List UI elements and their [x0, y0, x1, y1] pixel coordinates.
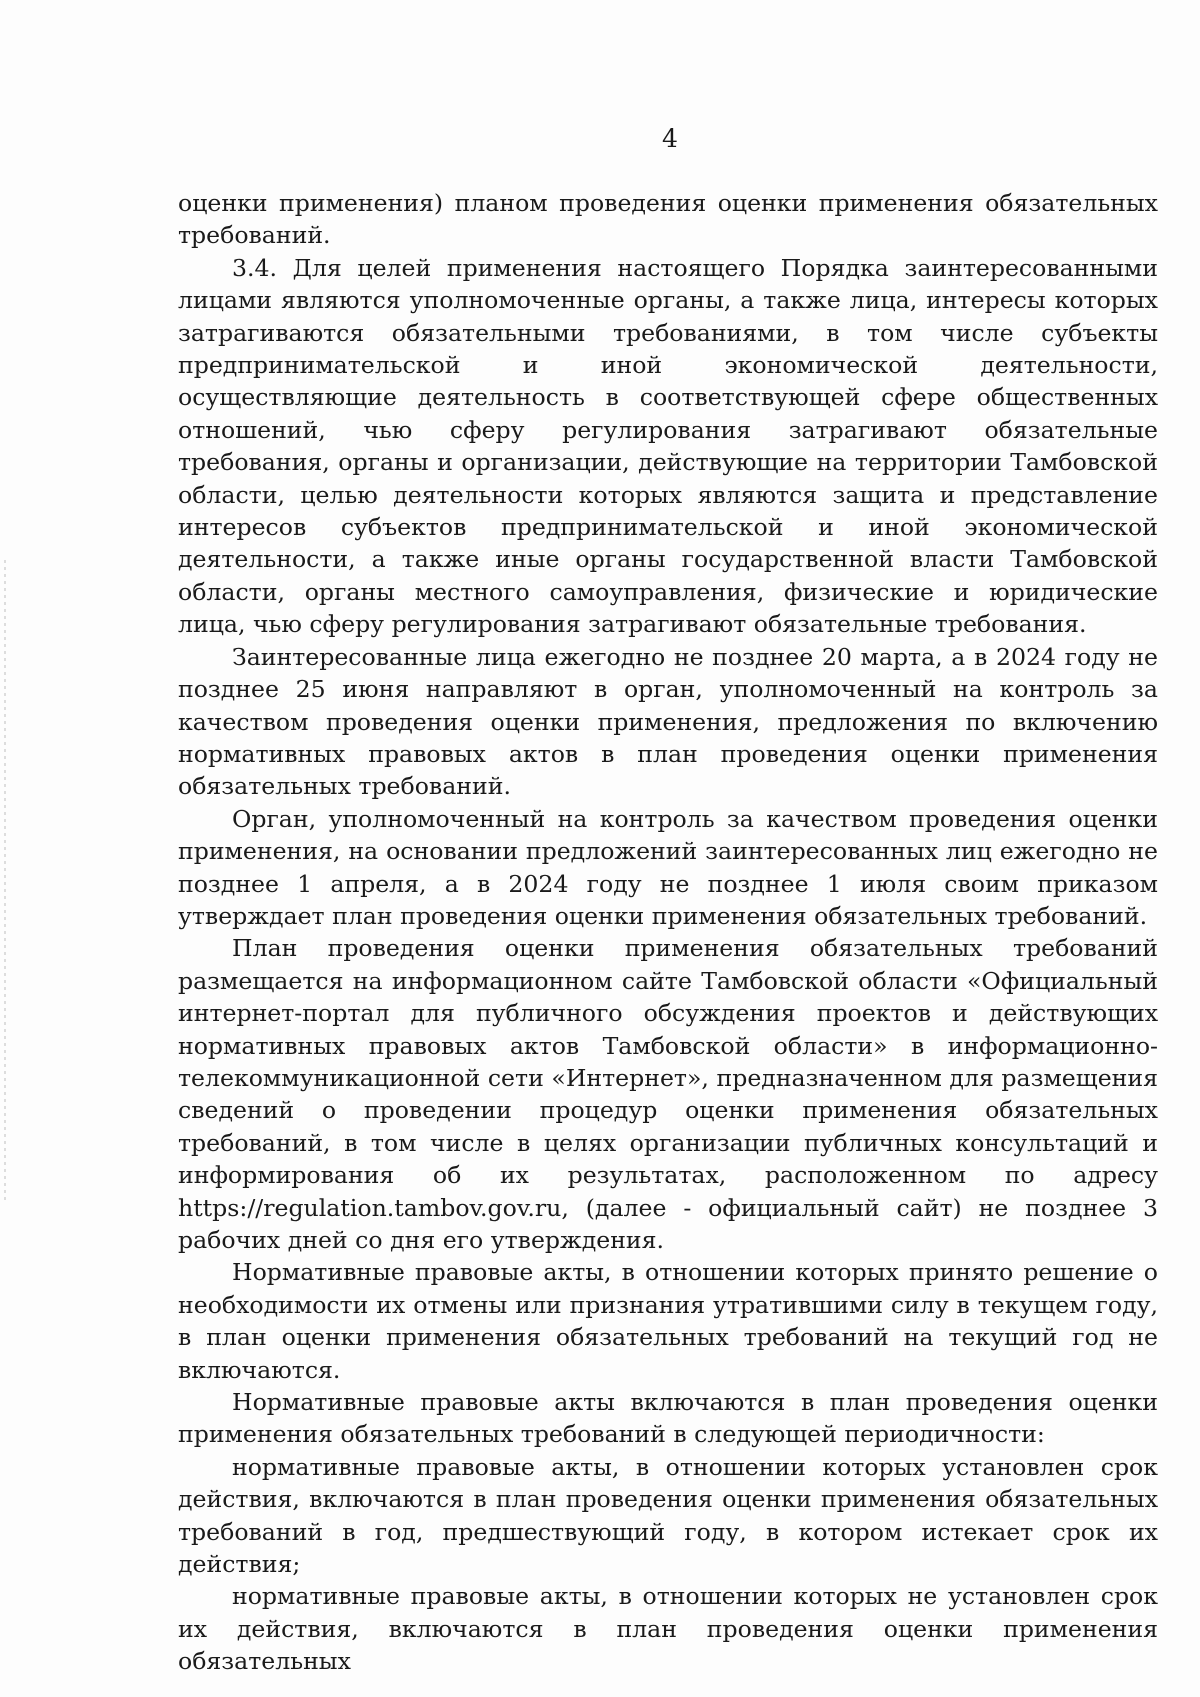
- paragraph-acts-with-term: нормативные правовые акты, в отношении которых установлен срок действия, включаются в план проведения оценки применения обязательных требований в год, предшествующий году, в котором истекает срок их действия;: [178, 1452, 1158, 1579]
- paragraph-3-4-interested-parties: 3.4. Для целей применения настоящего Порядка заинтересованными лицами являются уполномоченные органы, а также лица, интересы которых затрагиваются обязательными требованиями, в том числе субъекты предпринимательской и иной экономической деятельности, осуществляющие деятельность в соответствующей сфере общественных отношений, чью сферу регулирования затрагивают обязательные требования, органы и организации, действующие на территории Тамбовской области, целью деятельности которых являются защита и представление интересов субъектов предпринимательской и иной экономической деятельности, а также иные органы государственной власти Тамбовской области, органы местного самоуправления, физические и юридические лица, чью сферу регулирования затрагивают обязательные требования.: [178, 253, 1158, 639]
- paragraph-periodicity: Нормативные правовые акты включаются в план проведения оценки применения обязательных требований в следующей периодичности:: [178, 1388, 1158, 1449]
- paragraph-continuation: оценки применения) планом проведения оценки применения обязательных требований.: [178, 189, 1158, 250]
- paragraph-excluded-acts: Нормативные правовые акты, в отношении которых принято решение о необходимости их отмены или признания утратившими силу в текущем году, в план оценки применения обязательных требований на текущий год не включаются.: [178, 1258, 1158, 1384]
- paragraph-plan-publication: План проведения оценки применения обязательных требований размещается на информационном сайте Тамбовской области «Официальный интернет-портал для публичного обсуждения проектов и действующих нормативных правовых актов Тамбовской области» в информационно-телекоммуникационной сети «Интернет», предназначенном для размещения сведений о проведении процедур оценки применения обязательных требований, в том числе в целях организации публичных консультаций и информирования об их результатах, расположенном по адресу https://regulation.tambov.gov.ru, (далее - официальный сайт) не позднее 3 рабочих дней со дня его утверждения.: [178, 934, 1158, 1254]
- page-number: 4: [662, 124, 678, 153]
- document-body: [178, 187, 1158, 1678]
- paragraph-proposals-deadline: Заинтересованные лица ежегодно не позднее 20 марта, а в 2024 году не позднее 25 июня направляют в орган, уполномоченный на контроль за качеством проведения оценки применения, предложения по включению нормативных правовых актов в план проведения оценки применения обязательных требований.: [178, 642, 1158, 801]
- scan-edge-artifact: [4, 560, 6, 1200]
- paragraph-acts-without-term: нормативные правовые акты, в отношении которых не установлен срок их действия, включаются в план проведения оценки применения обязательных: [178, 1582, 1158, 1676]
- paragraph-plan-approval: Орган, уполномоченный на контроль за качеством проведения оценки применения, на основании предложений заинтересованных лиц ежегодно не позднее 1 апреля, а в 2024 году не позднее 1 июля своим приказом утверждает план проведения оценки применения обязательных требований.: [178, 804, 1158, 930]
